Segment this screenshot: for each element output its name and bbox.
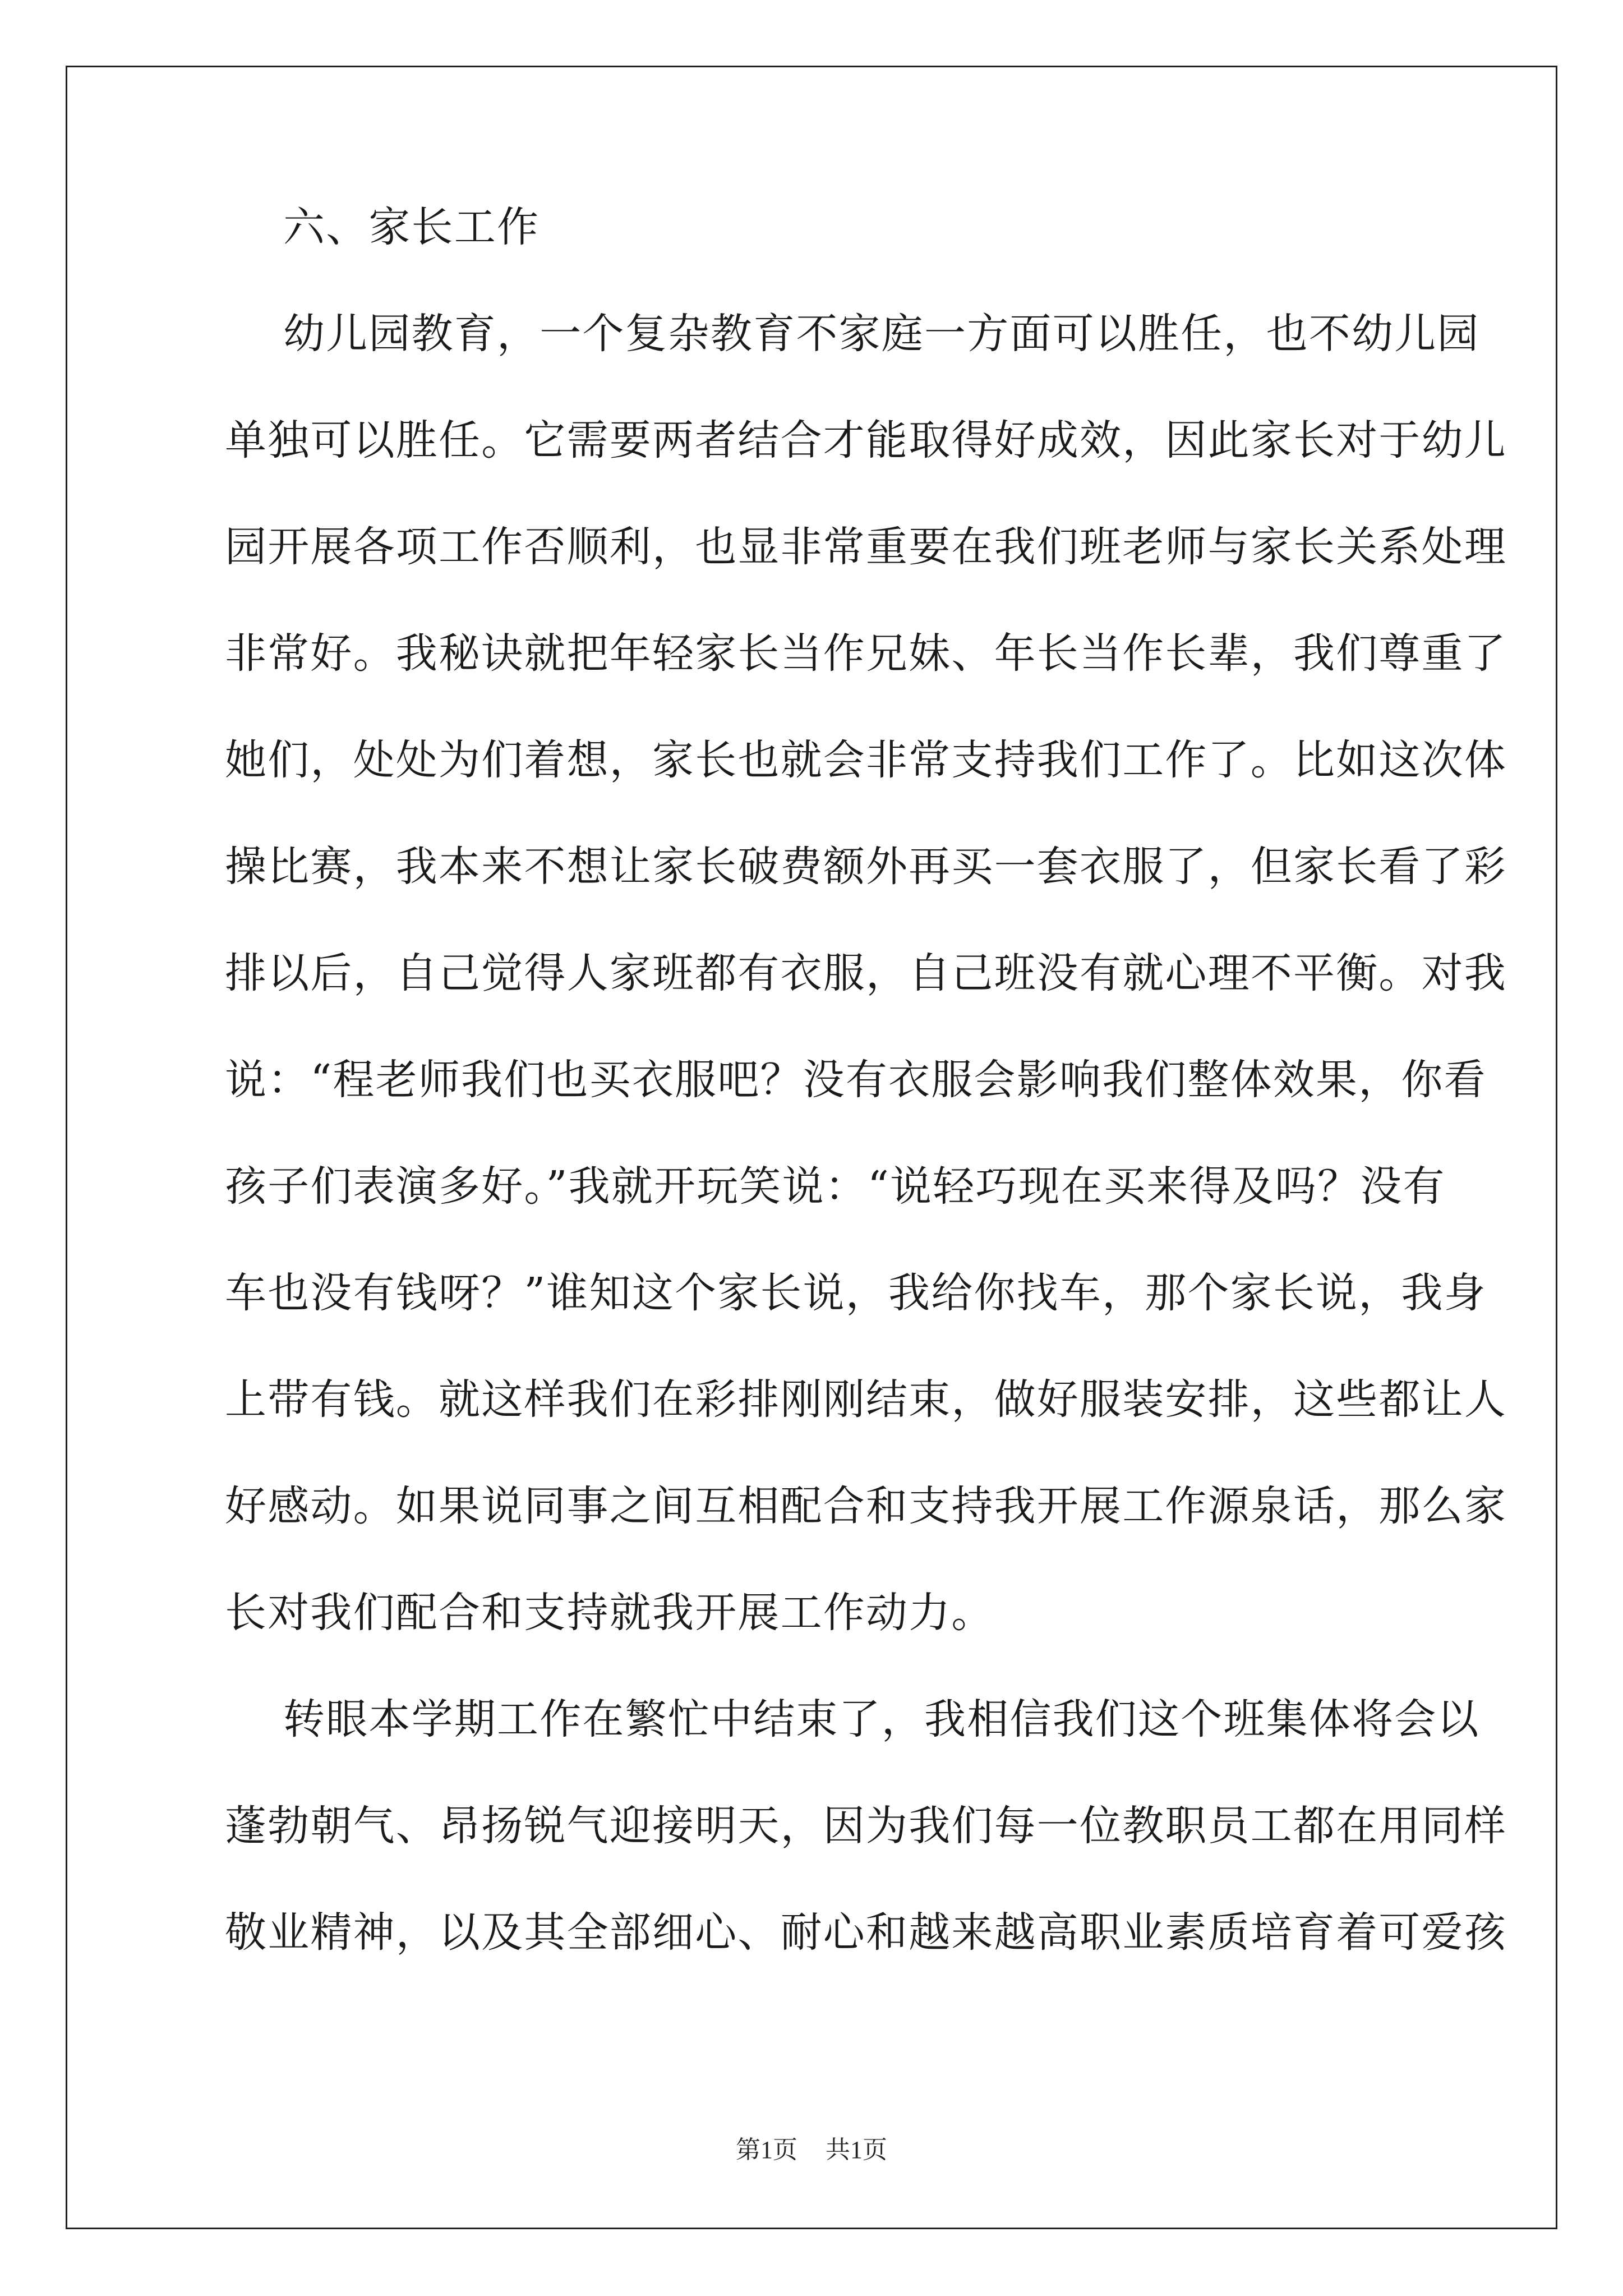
text-line: 操比赛，我本来不想让家长破费额外再买一套衣服了，但家长看了彩 xyxy=(225,843,1507,891)
text-line: 长对我们配合和支持就我开展工作动力。 xyxy=(225,1589,994,1637)
section-heading: 六、家长工作 xyxy=(283,203,540,251)
paragraph-parents-work xyxy=(225,280,1507,1666)
text-line: 敬业精神，以及其全部细心、耐心和越来越高职业素质培育着可爱孩 xyxy=(225,1908,1507,1957)
page-total: 共1页 xyxy=(826,2136,887,2164)
text-line: 蓬勃朝气、昂扬锐气迎接明天，因为我们每一位教职员工都在用同样 xyxy=(225,1802,1507,1850)
text-line: 说：“程老师我们也买衣服吧？没有衣服会影响我们整体效果，你看 xyxy=(225,1056,1487,1104)
text-line: 孩子们表演多好。”我就开玩笑说：“说轻巧现在买来得及吗？没有 xyxy=(225,1162,1446,1211)
document-body xyxy=(225,174,1507,1986)
text-line: 车也没有钱呀？”谁知这个家长说，我给你找车，那个家长说，我身 xyxy=(225,1269,1487,1317)
page-footer xyxy=(0,2133,1623,2167)
text-line: 上带有钱。就这样我们在彩排刚刚结束，做好服装安排，这些都让人 xyxy=(225,1375,1507,1424)
text-line: 她们，处处为们着想，家长也就会非常支持我们工作了。比如这次体 xyxy=(225,736,1507,784)
text-line: 转眼本学期工作在繁忙中结束了，我相信我们这个班集体将会以 xyxy=(283,1695,1480,1743)
text-line: 好感动。如果说同事之间互相配合和支持我开展工作源泉话，那么家 xyxy=(225,1482,1507,1530)
text-line: 幼儿园教育，一个复杂教育不家庭一方面可以胜任，也不幼儿园 xyxy=(283,310,1480,358)
paragraph-semester-end xyxy=(225,1666,1507,1986)
text-line: 园开展各项工作否顺利，也显非常重要在我们班老师与家长关系处理 xyxy=(225,523,1507,571)
text-line: 排以后，自己觉得人家班都有衣服，自己班没有就心理不平衡。对我 xyxy=(225,949,1507,997)
text-line: 单独可以胜任。它需要两者结合才能取得好成效，因此家长对于幼儿 xyxy=(225,416,1507,464)
page-number: 第1页 xyxy=(736,2136,797,2164)
text-line: 非常好。我秘诀就把年轻家长当作兄妹、年长当作长辈，我们尊重了 xyxy=(225,629,1507,678)
